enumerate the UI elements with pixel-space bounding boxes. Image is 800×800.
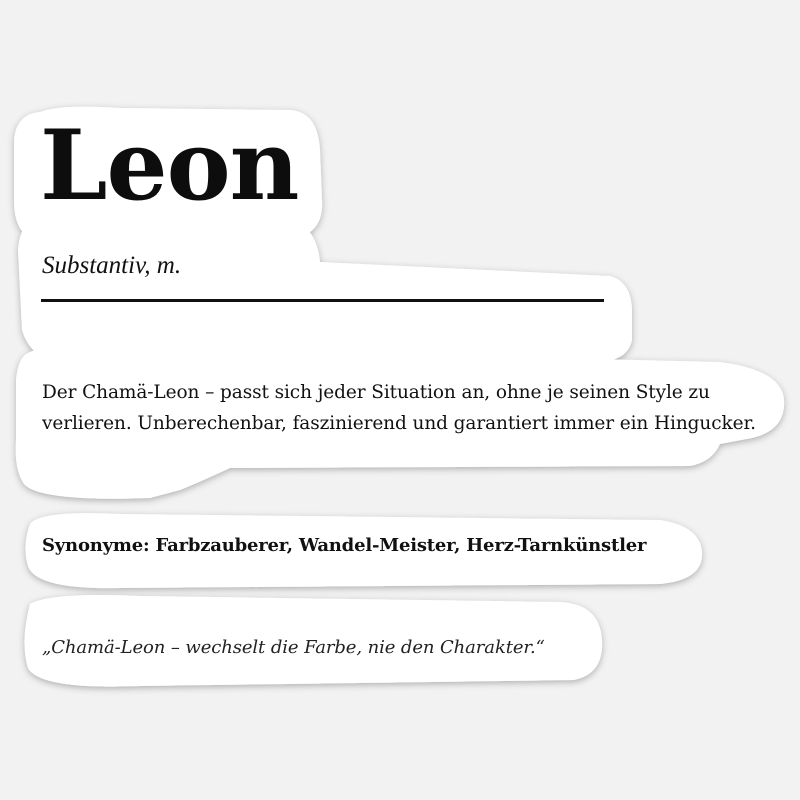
part-of-speech: Substantiv, m. — [42, 252, 182, 279]
divider-line — [41, 299, 604, 302]
entry-synonyms: Synonyme: Farbzauberer, Wandel-Meister, Herz-Tarnkünstler — [42, 535, 647, 556]
entry-definition: Der Chamä-Leon – passt sich jeder Situation an, ohne je seinen Style zu verlieren. Unberechenbar, faszinierend und garantiert immer ein Hingucker. — [42, 382, 756, 434]
entry-quote: „Chamä-Leon – wechselt die Farbe, nie den Charakter.“ — [42, 637, 545, 658]
entry-word: Leon — [40, 109, 299, 222]
